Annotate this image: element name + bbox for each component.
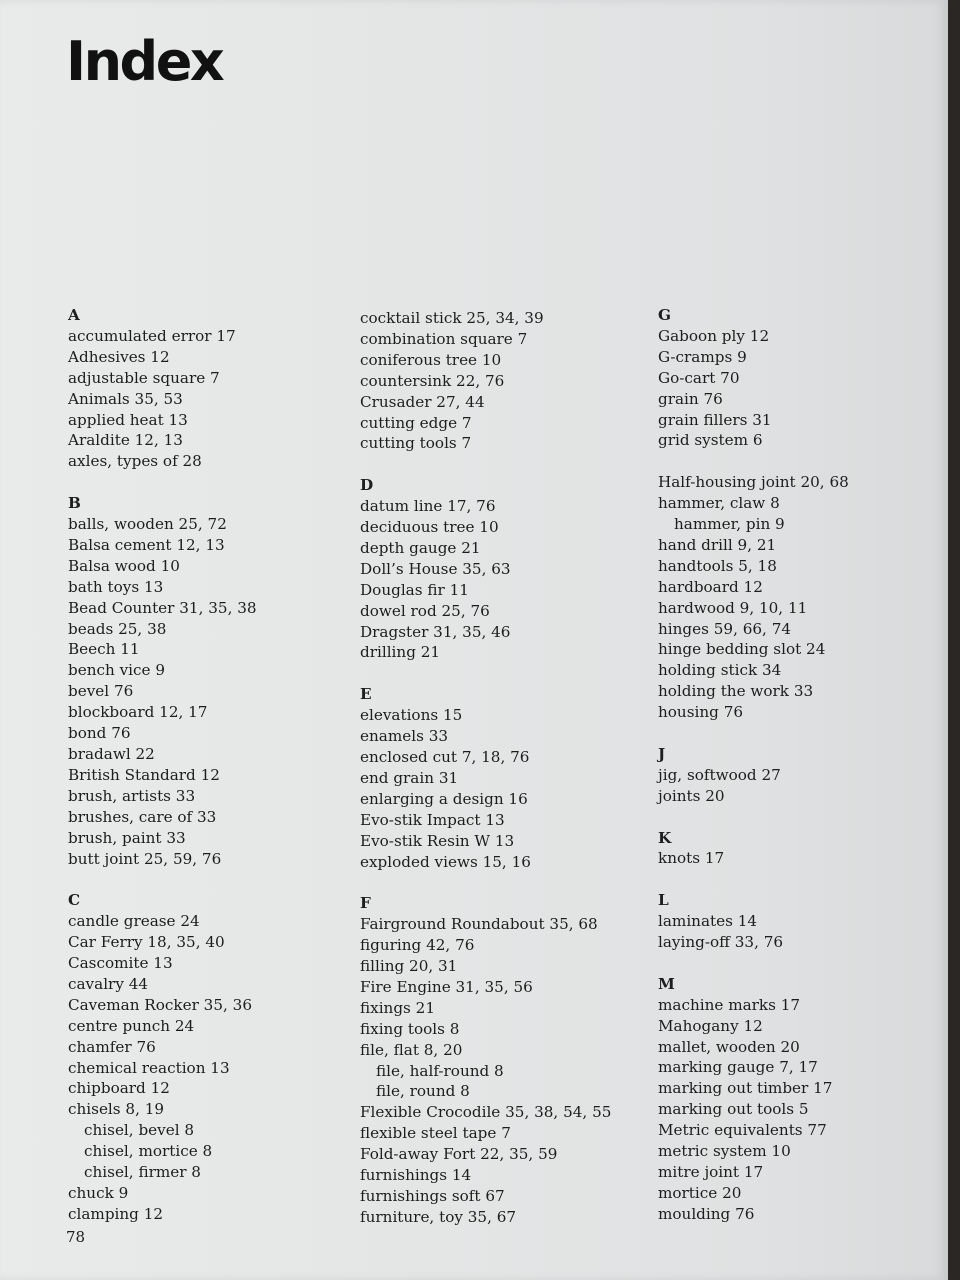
index-entry: Gaboon ply 12 (658, 326, 770, 345)
section-letter: F (360, 894, 371, 913)
index-entry: British Standard 12 (68, 765, 220, 784)
section-letter: L (658, 891, 669, 910)
index-group (68, 890, 353, 1224)
index-entry: depth gauge 21 (360, 538, 481, 557)
section-letter: E (360, 685, 372, 704)
index-entry: hardboard 12 (658, 577, 763, 596)
index-entry: deciduous tree 10 (360, 518, 499, 537)
index-entry: chuck 9 (68, 1183, 129, 1202)
index-entry: knots 17 (658, 849, 725, 868)
index-entry: mitre joint 17 (658, 1163, 764, 1181)
index-entry: clamping 12 (68, 1204, 164, 1223)
index-subentry: chisel, firmer 8 (84, 1163, 201, 1182)
index-group (360, 684, 645, 872)
index-entry: mortice 20 (658, 1183, 742, 1202)
index-entry: chemical reaction 13 (68, 1058, 230, 1077)
section-letter: D (360, 476, 374, 495)
index-entry: cocktail stick 25, 34, 39 (360, 309, 544, 327)
index-entry: hammer, claw 8 (658, 494, 780, 513)
index-entry: hinges 59, 66, 74 (658, 619, 792, 638)
index-entry: marking gauge 7, 17 (658, 1058, 818, 1077)
index-entry: mallet, wooden 20 (658, 1037, 800, 1056)
index-entry: drilling 21 (360, 643, 441, 662)
index-entry: chipboard 12 (68, 1079, 170, 1098)
index-group (658, 744, 943, 807)
index-entry: filling 20, 31 (360, 957, 458, 975)
index-column-1 (68, 305, 353, 1246)
index-entry: hand drill 9, 21 (658, 535, 777, 554)
index-entry: axles, types of 28 (68, 452, 202, 471)
index-entry: beads 25, 38 (68, 619, 167, 638)
index-entry: Araldite 12, 13 (68, 431, 183, 450)
index-entry: enclosed cut 7, 18, 76 (360, 747, 530, 766)
index-entry: marking out timber 17 (658, 1079, 833, 1098)
index-group (68, 305, 353, 472)
index-entry: handtools 5, 18 (658, 556, 777, 575)
index-entry: Evo-stik Impact 13 (360, 810, 505, 829)
index-entry: cutting tools 7 (360, 434, 472, 453)
index-entry: Doll’s House 35, 63 (360, 559, 511, 578)
index-group (360, 475, 645, 663)
index-entry: bath toys 13 (68, 577, 164, 596)
index-entry: Animals 35, 53 (68, 389, 183, 408)
index-subentry: file, half-round 8 (376, 1061, 504, 1080)
index-subentry: hammer, pin 9 (674, 515, 785, 534)
index-subentry: file, round 8 (376, 1082, 470, 1101)
index-entry: combination square 7 (360, 329, 528, 348)
index-entry: machine marks 17 (658, 995, 801, 1014)
index-entry: bradawl 22 (68, 744, 155, 763)
index-entry: accumulated error 17 (68, 326, 236, 345)
index-subentry: chisel, mortice 8 (84, 1142, 213, 1161)
index-entry: Metric equivalents 77 (658, 1121, 827, 1140)
section-letter: C (68, 891, 81, 910)
index-group (68, 493, 353, 869)
index-entry: end grain 31 (360, 768, 459, 787)
index-entry: Mahogany 12 (658, 1016, 763, 1035)
index-entry: joints 20 (658, 786, 725, 805)
index-entry: grain 76 (658, 389, 723, 408)
index-entry: brush, paint 33 (68, 828, 186, 847)
index-entry: butt joint 25, 59, 76 (68, 849, 222, 868)
index-group (658, 974, 943, 1225)
index-entry: blockboard 12, 17 (68, 703, 208, 722)
index-entry: hardwood 9, 10, 11 (658, 598, 808, 617)
index-entry: moulding 76 (658, 1204, 755, 1223)
index-group (658, 472, 943, 723)
index-subentry: chisel, bevel 8 (84, 1121, 195, 1140)
index-entry: Evo-stik Resin W 13 (360, 831, 515, 850)
page-number: 78 (66, 1228, 86, 1246)
index-entry: laminates 14 (658, 912, 758, 931)
index-entry: Fairground Roundabout 35, 68 (360, 915, 598, 934)
index-entry: hinge bedding slot 24 (658, 640, 826, 659)
index-entry: enamels 33 (360, 727, 449, 746)
index-entry: fixings 21 (360, 998, 436, 1017)
section-letter: K (658, 828, 672, 847)
index-entry: metric system 10 (658, 1142, 791, 1161)
section-letter: M (658, 974, 675, 993)
section-letter: A (68, 306, 80, 324)
index-entry: exploded views 15, 16 (360, 852, 531, 871)
index-entry: dowel rod 25, 76 (360, 601, 490, 620)
index-column-2 (360, 308, 645, 1249)
index-group (658, 828, 943, 870)
index-entry: applied heat 13 (68, 410, 188, 429)
section-letter: J (658, 744, 666, 763)
index-entry: chamfer 76 (68, 1037, 156, 1056)
index-entry: flexible steel tape 7 (360, 1124, 511, 1143)
index-entry: coniferous tree 10 (360, 350, 502, 369)
index-entry: Balsa wood 10 (68, 556, 180, 575)
index-entry: Balsa cement 12, 13 (68, 535, 225, 554)
page-title: Index (66, 30, 223, 93)
index-entry: grain fillers 31 (658, 410, 772, 429)
index-entry: grid system 6 (658, 431, 763, 450)
index-entry: Half-housing joint 20, 68 (658, 473, 849, 492)
index-entry: chisels 8, 19 (68, 1100, 165, 1119)
index-entry: bevel 76 (68, 682, 134, 701)
index-entry: adjustable square 7 (68, 368, 220, 387)
index-entry: countersink 22, 76 (360, 371, 505, 390)
index-entry: bench vice 9 (68, 661, 166, 680)
index-entry: Douglas fir 11 (360, 580, 469, 599)
index-entry: Cascomite 13 (68, 954, 173, 973)
index-entry: Fold-away Fort 22, 35, 59 (360, 1145, 558, 1164)
index-entry: Flexible Crocodile 35, 38, 54, 55 (360, 1103, 612, 1122)
index-entry: furnishings 14 (360, 1166, 472, 1185)
index-entry: brushes, care of 33 (68, 807, 217, 826)
index-entry: Fire Engine 31, 35, 56 (360, 977, 533, 996)
index-entry: Dragster 31, 35, 46 (360, 622, 511, 641)
index-entry: jig, softwood 27 (658, 765, 781, 784)
index-entry: laying-off 33, 76 (658, 933, 784, 952)
index-entry: marking out tools 5 (658, 1100, 809, 1119)
index-entry: housing 76 (658, 703, 744, 722)
index-group (658, 890, 943, 953)
index-entry: Beech 11 (68, 640, 140, 659)
index-entry: Bead Counter 31, 35, 38 (68, 598, 257, 617)
index-entry: file, flat 8, 20 (360, 1040, 463, 1059)
index-group (658, 305, 943, 451)
index-entry: holding stick 34 (658, 661, 782, 680)
index-column-3 (658, 305, 943, 1246)
section-letter: G (658, 306, 671, 324)
index-entry: datum line 17, 76 (360, 497, 496, 516)
index-entry: brush, artists 33 (68, 786, 196, 805)
index-entry: cutting edge 7 (360, 413, 472, 432)
index-entry: figuring 42, 76 (360, 936, 475, 955)
index-group (360, 308, 645, 454)
index-entry: holding the work 33 (658, 682, 814, 701)
index-entry: G-cramps 9 (658, 347, 747, 366)
section-letter: B (68, 494, 81, 513)
index-entry: Crusader 27, 44 (360, 392, 485, 411)
index-entry: fixing tools 8 (360, 1019, 460, 1038)
index-entry: Adhesives 12 (68, 347, 170, 366)
index-entry: bond 76 (68, 724, 131, 743)
index-entry: furnishings soft 67 (360, 1186, 505, 1205)
index-entry: Go-cart 70 (658, 368, 740, 387)
index-entry: centre punch 24 (68, 1016, 195, 1035)
index-entry: cavalry 44 (68, 974, 149, 993)
index-entry: elevations 15 (360, 706, 463, 725)
index-entry: balls, wooden 25, 72 (68, 515, 227, 534)
index-entry: enlarging a design 16 (360, 789, 528, 808)
index-entry: candle grease 24 (68, 912, 200, 931)
index-entry: furniture, toy 35, 67 (360, 1207, 517, 1226)
index-entry: Caveman Rocker 35, 36 (68, 995, 252, 1014)
index-entry: Car Ferry 18, 35, 40 (68, 933, 225, 952)
index-group (360, 893, 645, 1227)
